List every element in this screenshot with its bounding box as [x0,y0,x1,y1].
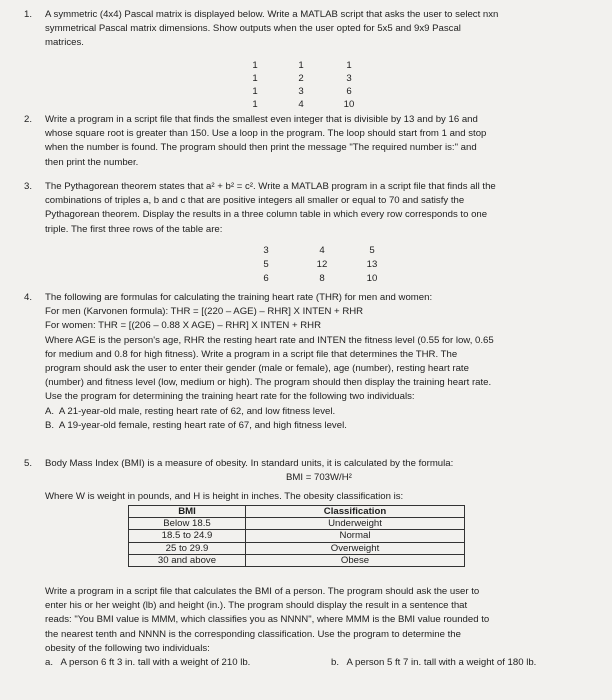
question-number: 2. [24,114,33,125]
matrix-cell: 3 [346,73,352,84]
column-header: Classification [246,506,465,518]
case-label: A. [45,405,55,417]
q5-line-1: Write a program in a script file that calculates the BMI of a person. The program should ask the user to [45,586,480,597]
q4-case-a [45,405,594,419]
table-cell: Normal [246,530,465,542]
q5-line-3: reads: "You BMI value is MMM, which classifies you as NNNN", where MMM is the BMI value rounded to [45,614,490,626]
q4-line-4: Where AGE is the person's age, RHR the resting heart rate and INTEN the fitness level (0.55 for low, 0.65 [45,334,494,346]
table-cell: Obese [246,554,465,566]
question-number: 5. [24,458,33,469]
case-text: A person 5 ft 7 in. tall with a weight of 180 lb. [346,657,537,668]
triple-cell: 8 [319,273,325,284]
table-cell: 30 and above [129,554,246,566]
q4-line-3: For women: THR = [(206 – 0.88 X AGE) – RHR] X INTEN + RHR [45,320,321,332]
case-label: B. [45,419,55,431]
table-row [129,554,465,566]
question-2 [24,113,594,170]
matrix-cell: 1 [252,86,258,97]
q3-line-4: triple. The first three rows of the table are: [45,223,223,235]
matrix-cell: 10 [343,99,355,110]
triple-cell: 5 [369,245,375,256]
q3-line-3: Pythagorean theorem. Display the results in a three column table in which every row corresponds to one [45,209,488,221]
table-cell: Below 18.5 [129,518,246,530]
question-3 [24,180,594,237]
q4-line-5: for medium and 0.8 for high fitness). Write a program in a script file that determines the THR. The [45,348,458,360]
case-label: a. [45,657,54,668]
question-number: 4. [24,292,33,303]
case-text: A person 6 ft 3 in. tall with a weight of 210 lb. [60,657,251,668]
question-5 [24,457,594,485]
case-label: b. [331,657,340,668]
q5-line-4: the nearest tenth and NNNN is the corresponding classification. Use the program to determine the [45,628,461,640]
matrix-cell: 1 [252,73,258,84]
q1-line-3: matrices. [45,37,84,49]
question-number: 1. [24,9,33,20]
q1-line-2: symmetrical Pascal matrix dimensions. Show outputs when the user opted for 5x5 and 9x9 Pascal [45,23,461,35]
q3-line-2: combinations of triples a, b and c that are positive integers all smaller or equal to 70 and satisfy the [45,195,465,207]
matrix-cell: 3 [298,86,304,97]
triple-cell: 5 [263,259,269,270]
q2-line-1: Write a program in a script file that finds the smallest even integer that is divisible by 13 and by 16 and [45,114,478,125]
triple-cell: 10 [366,273,378,284]
q5-case-a [45,656,250,670]
q4-line-8: Use the program for determining the training heart rate for the following two individuals: [45,391,415,403]
table-header-row [129,506,465,518]
q2-line-2: whose square root is greater than 150. Use a loop in the program. The loop should start from 1 and stop [45,128,487,140]
matrix-cell: 4 [298,99,304,110]
triple-cell: 13 [366,259,378,270]
q5-where [45,490,612,504]
q4-case-b [45,419,594,433]
q1-line-1: A symmetric (4x4) Pascal matrix is displayed below. Write a MATLAB script that asks the user to select nxn [45,9,499,20]
q4-line-1: The following are formulas for calculating the training heart rate (THR) for men and women: [45,292,433,303]
table-cell: 18.5 to 24.9 [129,530,246,542]
triple-cell: 3 [263,245,269,256]
q4-line-6: program should ask the user to enter their gender (male or female), age (number), resting heart rate [45,363,469,375]
q5-line-5: obesity of the following two individuals: [45,642,210,654]
matrix-cell: 6 [346,86,352,97]
q5-intro: Body Mass Index (BMI) is a measure of obesity. In standard units, it is calculated by the formula: [45,458,454,469]
q2-line-3: when the number is found. The program should then print the message "The required number is:" and [45,142,477,154]
matrix-cell: 1 [346,60,352,71]
matrix-cell: 1 [252,99,258,110]
q5-case-b [331,656,536,670]
table-row [129,518,465,530]
column-header: BMI [129,506,246,518]
table-cell: Underweight [246,518,465,530]
q2-line-4: then print the number. [45,156,139,168]
matrix-cell: 1 [298,60,304,71]
q5-instructions [45,585,612,656]
triple-cell: 12 [316,259,328,270]
triple-cell: 6 [263,273,269,284]
triple-cell: 4 [319,245,325,256]
q5-where-text: Where W is weight in pounds, and H is height in inches. The obesity classification is: [45,491,404,502]
q4-line-2: For men (Karvonen formula): THR = [(220 – AGE) – RHR] X INTEN + RHR [45,306,364,318]
bmi-classification-table [128,505,465,567]
bmi-formula: BMI = 703W/H² [286,472,352,484]
matrix-cell: 2 [298,73,304,84]
q5-line-2: enter his or her weight (lb) and height (in.). The program should display the result in a sentence that [45,600,468,612]
question-number: 3. [24,181,33,192]
question-4 [24,291,594,433]
table-cell: Overweight [246,542,465,554]
question-1 [24,8,594,51]
q4-line-7: (number) and fitness level (low, medium or high). The program should then display the training heart rate. [45,377,492,389]
table-row [129,530,465,542]
matrix-cell: 1 [252,60,258,71]
q3-line-1: The Pythagorean theorem states that a² + b² = c². Write a MATLAB program in a script file that finds all the [45,181,496,192]
table-cell: 25 to 29.9 [129,542,246,554]
case-text: A 21-year-old male, resting heart rate of 62, and low fitness level. [58,405,336,417]
case-text: A 19-year-old female, resting heart rate of 67, and high fitness level. [58,419,347,431]
table-row [129,542,465,554]
